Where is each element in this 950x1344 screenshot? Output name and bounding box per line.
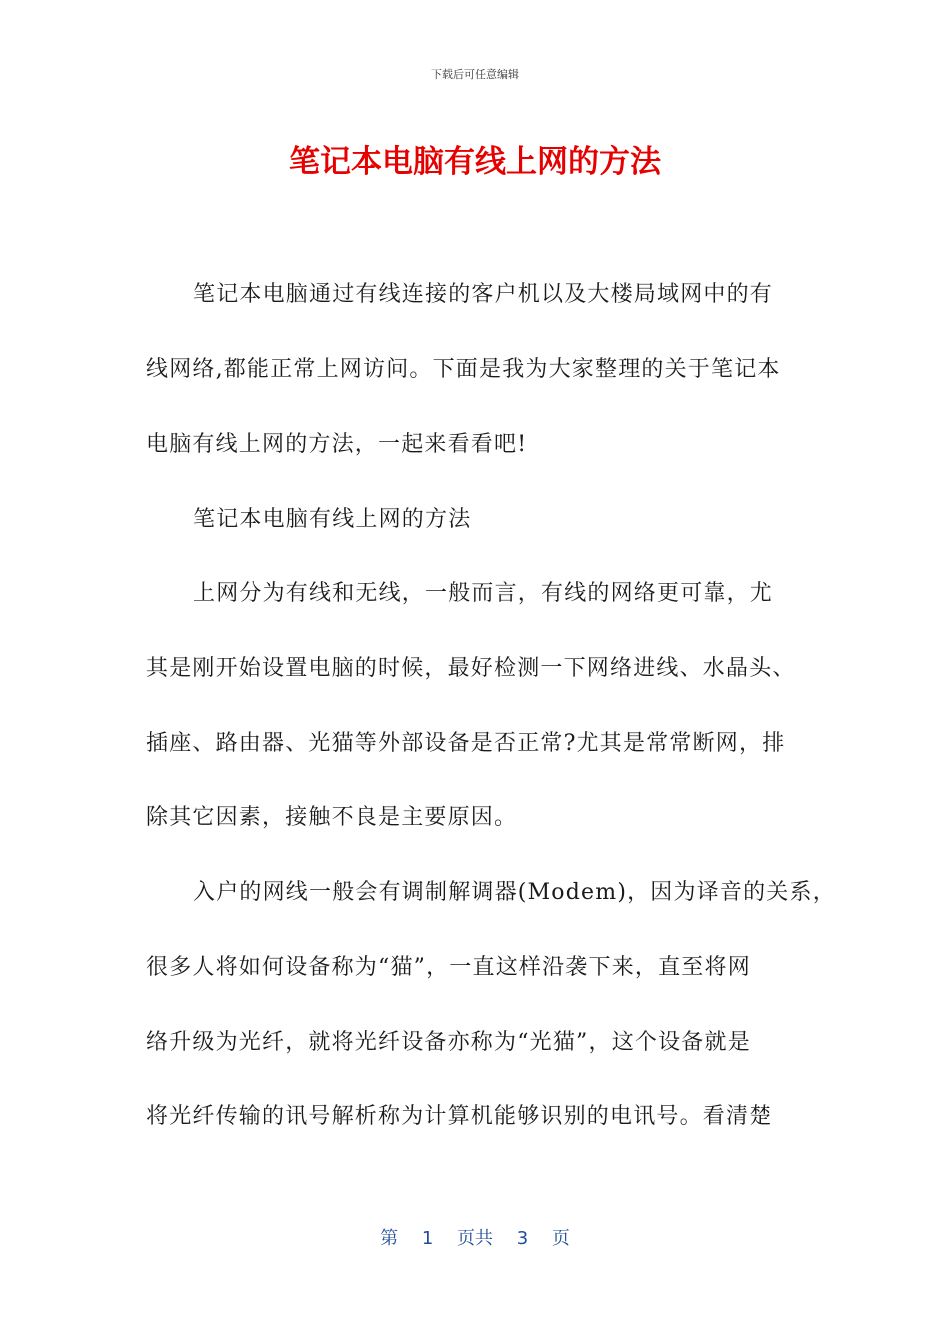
page-footer — [0, 1226, 950, 1252]
footer-prefix: 第 — [380, 1228, 399, 1249]
footer-suffix: 页 — [551, 1228, 570, 1249]
footer-middle: 页共 — [457, 1228, 493, 1249]
paragraph-line: 电脑有线上网的方法，一起来看看吧! — [146, 432, 528, 457]
paragraph-line: 很多人将如何设备称为“猫”，一直这样沿袭下来，直至将网 — [146, 955, 751, 980]
paragraph-line: 线网络,都能正常上网访问。下面是我为大家整理的关于笔记本 — [146, 357, 781, 382]
document-title: 笔记本电脑有线上网的方法 — [289, 144, 661, 180]
paragraph-line: 笔记本电脑通过有线连接的客户机以及大楼局域网中的有 — [193, 282, 774, 307]
paragraph-line: 将光纤传输的讯号解析称为计算机能够识别的电讯号。看清楚 — [146, 1104, 773, 1129]
paragraph-line: 插座、路由器、光猫等外部设备是否正常?尤其是常常断网，排 — [146, 731, 786, 756]
section-heading: 笔记本电脑有线上网的方法 — [193, 507, 472, 532]
paragraph-line: 络升级为光纤，就将光纤设备亦称为“光猫”，这个设备就是 — [146, 1030, 751, 1055]
header-note: 下载后可任意编辑 — [431, 68, 519, 81]
paragraph-line: 上网分为有线和无线，一般而言，有线的网络更可靠，尤 — [193, 581, 774, 606]
footer-current-page: 1 — [421, 1228, 434, 1249]
footer-total-pages: 3 — [516, 1228, 529, 1249]
paragraph-line: 入户的网线一般会有调制解调器(Modem)，因为译音的关系， — [193, 880, 836, 905]
paragraph-line: 其是刚开始设置电脑的时候，最好检测一下网络进线、水晶头、 — [146, 656, 796, 681]
paragraph-line: 除其它因素，接触不良是主要原因。 — [146, 805, 518, 830]
